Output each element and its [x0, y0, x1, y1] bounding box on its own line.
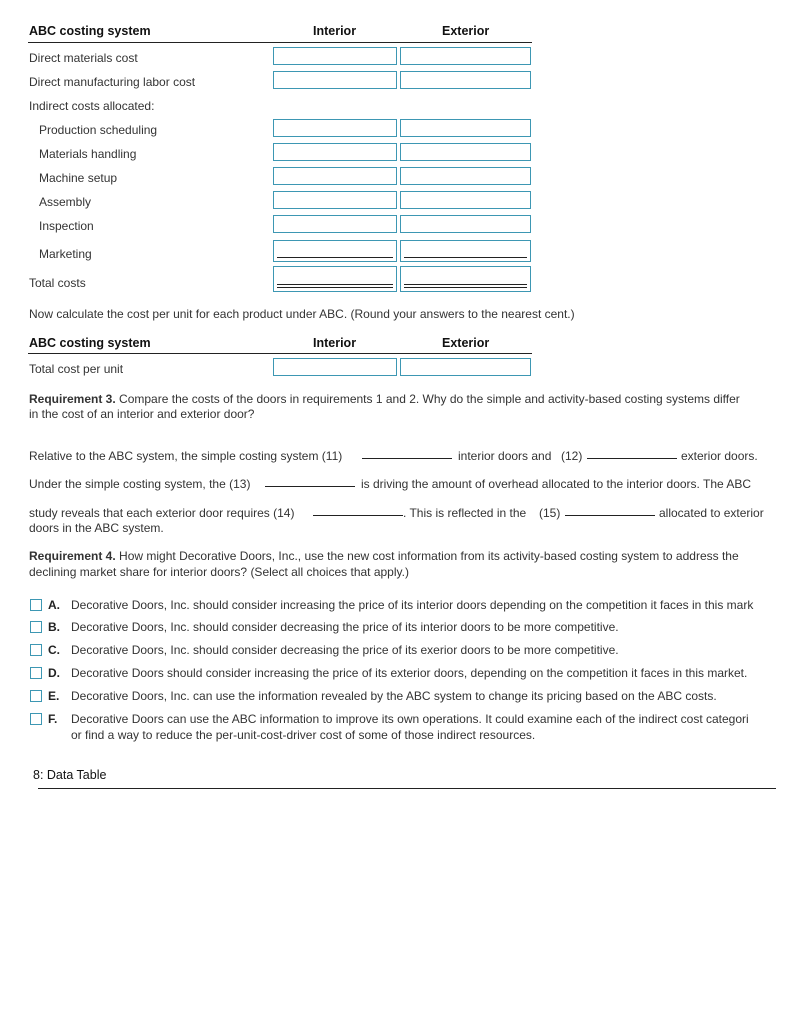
production-scheduling-interior-input[interactable]: [273, 119, 397, 137]
table1-title: ABC costing system: [29, 24, 151, 38]
materials-handling-exterior-input[interactable]: [400, 143, 531, 161]
option-c-letter: C.: [48, 643, 60, 657]
s3-text-c: allocated to exterior: [659, 506, 764, 520]
materials-handling-interior-input[interactable]: [273, 143, 397, 161]
s2-text-a: Under the simple costing system, the: [29, 477, 226, 491]
underline-double-bottom: [404, 287, 527, 288]
req3-s3-a: [29, 506, 294, 520]
underline-double-top: [404, 284, 527, 285]
production-scheduling-exterior-input[interactable]: [400, 119, 531, 137]
table2-col-interior: Interior: [313, 336, 357, 350]
blank-14-dropdown[interactable]: [313, 504, 403, 516]
option-f-letter: F.: [48, 712, 58, 726]
row-materials-handling: Materials handling: [39, 147, 137, 161]
instruction-text: Now calculate the cost per unit for each product under ABC. (Round your answers to the nearest cent.): [29, 307, 575, 321]
s1-num-11: (11): [321, 449, 343, 463]
option-b-checkbox[interactable]: [30, 621, 42, 633]
option-d-checkbox[interactable]: [30, 667, 42, 679]
option-f-text-line2[interactable]: or find a way to reduce the per-unit-cost-driver cost of some of those indirect resources.: [71, 728, 536, 742]
req3-label: Requirement 3.: [29, 392, 116, 406]
data-table-rule: [38, 788, 776, 789]
row-direct-labor: Direct manufacturing labor cost: [29, 75, 196, 89]
row-total-cost-per-unit: Total cost per unit: [29, 362, 124, 376]
option-d-letter: D.: [48, 666, 60, 680]
direct-materials-exterior-input[interactable]: [400, 47, 531, 65]
s1-text-b: interior doors and: [458, 449, 552, 463]
total-costs-interior-input[interactable]: [273, 266, 397, 292]
s3-text-a: study reveals that each exterior door requires: [29, 506, 270, 520]
row-assembly: Assembly: [39, 195, 92, 209]
req4-line1: [29, 549, 739, 563]
table2-title: ABC costing system: [29, 336, 151, 350]
s1-text-c: exterior doors.: [681, 449, 758, 463]
table2-header-rule: [28, 353, 532, 354]
blank-12-dropdown[interactable]: [587, 447, 677, 459]
option-a-text[interactable]: Decorative Doors, Inc. should consider increasing the price of its interior doors depending on the competition it faces in this mark: [71, 598, 754, 612]
req4-label: Requirement 4.: [29, 549, 116, 563]
req4-text-line1: How might Decorative Doors, Inc., use the new cost information from its activity-based costing system to address the: [119, 549, 739, 563]
direct-materials-interior-input[interactable]: [273, 47, 397, 65]
inspection-interior-input[interactable]: [273, 215, 397, 233]
cost-per-unit-interior-input[interactable]: [273, 358, 397, 376]
table1-col-interior: Interior: [313, 24, 357, 38]
option-e-letter: E.: [48, 689, 60, 703]
table1-col-exterior: Exterior: [442, 24, 490, 38]
req3-s1-a: [29, 449, 342, 463]
option-e-text[interactable]: Decorative Doors, Inc. can use the information revealed by the ABC system to change its pricing based on the ABC costs.: [71, 689, 717, 703]
option-b-letter: B.: [48, 620, 60, 634]
marketing-interior-input[interactable]: [273, 240, 397, 262]
row-inspection: Inspection: [39, 219, 94, 233]
s1-text-a: Relative to the ABC system, the simple costing system: [29, 449, 319, 463]
option-e-checkbox[interactable]: [30, 690, 42, 702]
s3-num-14: (14): [273, 506, 295, 520]
blank-13-dropdown[interactable]: [265, 475, 355, 487]
row-marketing: Marketing: [39, 247, 92, 261]
option-a-letter: A.: [48, 598, 60, 612]
row-total-costs: Total costs: [29, 276, 86, 290]
total-costs-exterior-input[interactable]: [400, 266, 531, 292]
direct-labor-interior-input[interactable]: [273, 71, 397, 89]
req3-s2-a: [29, 477, 250, 491]
row-production-scheduling: Production scheduling: [39, 123, 158, 137]
req3-text-line2: in the cost of an interior and exterior door?: [29, 407, 255, 421]
s2-text-b: is driving the amount of overhead allocated to the interior doors. The ABC: [361, 477, 752, 491]
s3-num-15: (15): [539, 506, 561, 520]
cost-per-unit-exterior-input[interactable]: [400, 358, 531, 376]
blank-15-dropdown[interactable]: [565, 504, 655, 516]
s1-num-12: (12): [561, 449, 583, 463]
underline-single: [277, 257, 393, 258]
underline-single: [404, 257, 527, 258]
inspection-exterior-input[interactable]: [400, 215, 531, 233]
s3-text-d: doors in the ABC system.: [29, 521, 164, 535]
option-d-text[interactable]: Decorative Doors should consider increasing the price of its exterior doors, depending on the competition it faces in this market.: [71, 666, 748, 680]
assembly-exterior-input[interactable]: [400, 191, 531, 209]
assembly-interior-input[interactable]: [273, 191, 397, 209]
blank-11-dropdown[interactable]: [362, 447, 452, 459]
option-c-checkbox[interactable]: [30, 644, 42, 656]
table1-header-rule: [28, 42, 532, 43]
option-f-text[interactable]: Decorative Doors can use the ABC information to improve its own operations. It could examine each of the indirect cost categori: [71, 712, 749, 726]
data-table-title[interactable]: 8: Data Table: [33, 768, 107, 782]
table2-col-exterior: Exterior: [442, 336, 490, 350]
option-a-checkbox[interactable]: [30, 599, 42, 611]
option-c-text[interactable]: Decorative Doors, Inc. should consider decreasing the price of its exerior doors to be more competitive.: [71, 643, 619, 657]
req3-text-line1: Compare the costs of the doors in requirements 1 and 2. Why do the simple and activity-based costing systems differ: [119, 392, 740, 406]
underline-double-bottom: [277, 287, 393, 288]
req3-line1: [29, 392, 740, 406]
underline-double-top: [277, 284, 393, 285]
machine-setup-exterior-input[interactable]: [400, 167, 531, 185]
marketing-exterior-input[interactable]: [400, 240, 531, 262]
direct-labor-exterior-input[interactable]: [400, 71, 531, 89]
row-indirect-costs: Indirect costs allocated:: [29, 99, 155, 113]
s3-text-b: . This is reflected in the: [403, 506, 527, 520]
row-direct-materials: Direct materials cost: [29, 51, 138, 65]
option-b-text[interactable]: Decorative Doors, Inc. should consider decreasing the price of its interior doors to be more competitive.: [71, 620, 619, 634]
req4-text-line2: declining market share for interior doors? (Select all choices that apply.): [29, 565, 409, 579]
option-f-checkbox[interactable]: [30, 713, 42, 725]
s2-num-13: (13): [229, 477, 251, 491]
machine-setup-interior-input[interactable]: [273, 167, 397, 185]
row-machine-setup: Machine setup: [39, 171, 118, 185]
